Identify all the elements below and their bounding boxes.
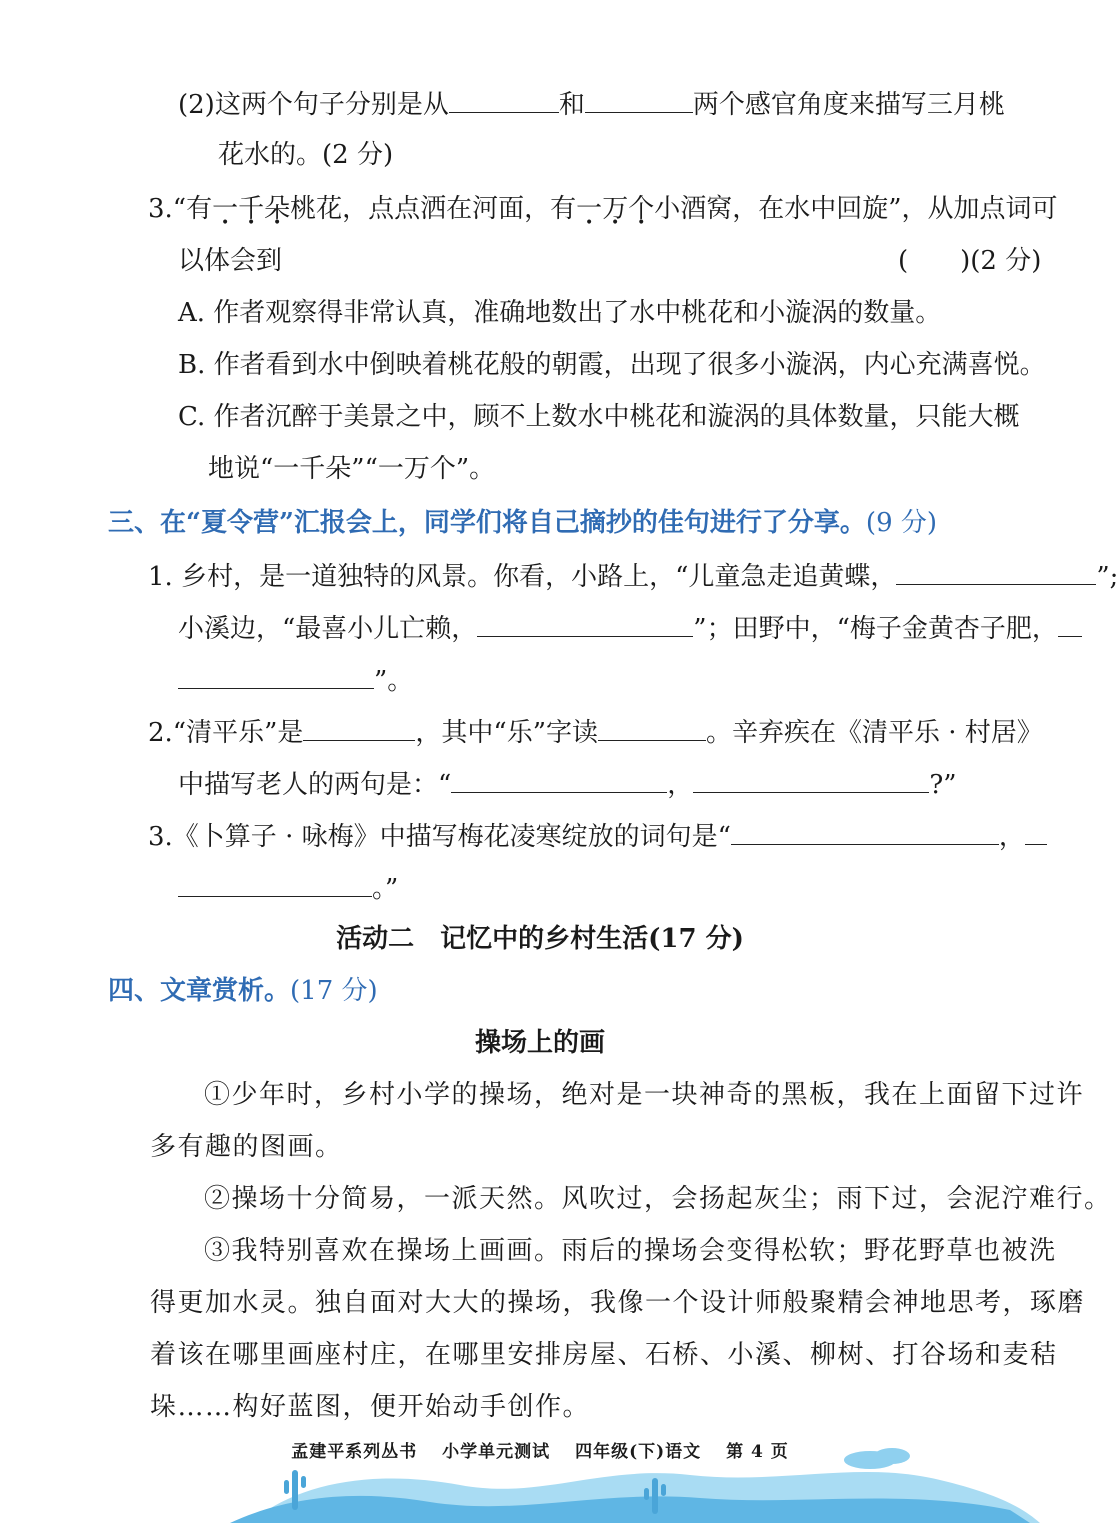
footer-wave-front bbox=[230, 1496, 1030, 1523]
q2-sub2-line1 bbox=[178, 86, 1005, 122]
passage-title: 操场上的画 bbox=[474, 1028, 605, 1058]
dotted-char: 个 bbox=[628, 194, 655, 224]
q3-option-c-line2: 地说“一千朵”“一万个”。 bbox=[208, 454, 496, 484]
q3-answer-bracket[interactable]: ( )(2 分) bbox=[898, 246, 1042, 276]
answer-blank[interactable] bbox=[693, 766, 929, 793]
section3-heading bbox=[108, 506, 937, 540]
q2-sub2-text-a: (2)这两个句子分别是从 bbox=[178, 90, 449, 120]
answer-blank[interactable] bbox=[178, 662, 374, 689]
s3-q2-line2 bbox=[178, 766, 957, 802]
dotted-char: 一 bbox=[576, 194, 603, 224]
q3-stem-line1 bbox=[148, 192, 1058, 226]
dotted-char: 朵 bbox=[264, 194, 291, 224]
passage-p2: ②操场十分简易，一派天然。风吹过，会扬起灰尘；雨下过，会泥泞难行。 bbox=[204, 1184, 1112, 1214]
answer-blank[interactable] bbox=[451, 766, 667, 793]
q3-option-a: A. 作者观察得非常认真，准确地数出了水中桃花和小漩涡的数量。 bbox=[178, 298, 942, 328]
s3-q2-line1 bbox=[148, 714, 1043, 750]
q3-text-e: 小酒窝，在水中回旋”，从加点词可 bbox=[654, 194, 1058, 224]
s3-q1-text-d: ”；田野中，“梅子金黄杏子肥， bbox=[693, 614, 1058, 644]
s3-q3-text-b: ， bbox=[998, 822, 1025, 852]
s3-q1-line3 bbox=[178, 662, 413, 698]
passage-p3-line3: 着该在哪里画座村庄，在哪里安排房屋、石桥、小溪、柳树、打谷场和麦秸 bbox=[150, 1340, 1058, 1370]
q3-text-a: 3.“有 bbox=[148, 194, 213, 224]
answer-blank[interactable] bbox=[178, 870, 372, 897]
s3-q2-text-f: ?” bbox=[929, 770, 957, 800]
footer-series: 孟建平系列丛书 bbox=[291, 1442, 418, 1462]
page-footer bbox=[0, 1437, 1080, 1462]
s3-q1-line1 bbox=[148, 558, 1118, 594]
answer-blank[interactable] bbox=[731, 818, 999, 845]
s3-q1-text-e: ”。 bbox=[374, 666, 414, 696]
s3-q3-text-c: 。” bbox=[372, 874, 399, 904]
s3-q3-text-a: 3.《卜算子 · 咏梅》中描写梅花凌寒绽放的词句是“ bbox=[148, 822, 731, 852]
q3-stem-line2: 以体会到 bbox=[178, 246, 283, 276]
passage-p3-line4: 垛……构好蓝图，便开始动手创作。 bbox=[150, 1392, 591, 1422]
s3-q2-text-c: 。辛弃疾在《清平乐 · 村居》 bbox=[706, 718, 1043, 748]
answer-blank[interactable] bbox=[477, 610, 693, 637]
s3-q2-text-a: 2.“清平乐”是 bbox=[148, 718, 304, 748]
q2-sub2-text-c: 两个感官角度来描写三月桃 bbox=[692, 90, 1005, 120]
passage-p3-line1: ③我特别喜欢在操场上画画。雨后的操场会变得松软；野花野草也被洗 bbox=[204, 1236, 1057, 1266]
passage-p1-line1: ①少年时，乡村小学的操场，绝对是一块神奇的黑板，我在上面留下过许 bbox=[204, 1080, 1085, 1110]
answer-blank[interactable] bbox=[896, 558, 1096, 585]
dotted-char: 万 bbox=[602, 194, 629, 224]
answer-blank[interactable] bbox=[1058, 610, 1082, 637]
s3-q2-text-d: 中描写老人的两句是：“ bbox=[178, 770, 452, 800]
answer-blank[interactable] bbox=[449, 86, 559, 113]
s3-q3-line1 bbox=[148, 818, 1047, 854]
section4-heading-text: 四、文章赏析。 bbox=[108, 976, 291, 1006]
s3-q1-text-a: 1. 乡村，是一道独特的风景。你看，小路上，“儿童急走追黄蝶， bbox=[148, 562, 897, 592]
s3-q1-line2 bbox=[178, 610, 1082, 646]
dotted-char: 一 bbox=[212, 194, 239, 224]
q3-text-c: 桃花，点点洒在河面，有 bbox=[290, 194, 577, 224]
s3-q1-text-b: ”; bbox=[1096, 562, 1118, 592]
footer-page-number: 第 4 页 bbox=[726, 1442, 789, 1462]
q3-option-c-line1: C. 作者沉醉于美景之中，顾不上数水中桃花和漩涡的具体数量，只能大概 bbox=[178, 402, 1020, 432]
section4-heading bbox=[108, 974, 378, 1008]
footer-grade: 四年级(下)语文 bbox=[575, 1442, 702, 1462]
footer-book: 小学单元测试 bbox=[442, 1442, 551, 1462]
activity2-title: 活动二 记忆中的乡村生活(17 分) bbox=[336, 924, 744, 954]
passage-p1-line2: 多有趣的图画。 bbox=[150, 1132, 343, 1162]
answer-blank[interactable] bbox=[303, 714, 415, 741]
s3-q2-text-e: ， bbox=[667, 770, 694, 800]
answer-blank[interactable] bbox=[598, 714, 706, 741]
answer-blank[interactable] bbox=[1025, 818, 1047, 845]
dotted-char: 千 bbox=[238, 194, 265, 224]
passage-p3-line2: 得更加水灵。独自面对大大的操场，我像一个设计师般聚精会神地思考，琢磨 bbox=[150, 1288, 1086, 1318]
s3-q3-line2 bbox=[178, 870, 398, 906]
q2-sub2-line2: 花水的。(2 分) bbox=[218, 140, 394, 170]
answer-blank[interactable] bbox=[585, 86, 693, 113]
q2-sub2-text-b: 和 bbox=[558, 90, 585, 120]
s3-q2-text-b: ，其中“乐”字读 bbox=[415, 718, 598, 748]
q3-option-b: B. 作者看到水中倒映着桃花般的朝霞，出现了很多小漩涡，内心充满喜悦。 bbox=[178, 350, 1046, 380]
section4-score: (17 分) bbox=[290, 976, 378, 1006]
section3-heading-text: 三、在“夏令营”汇报会上，同学们将自己摘抄的佳句进行了分享。 bbox=[108, 508, 866, 538]
s3-q1-text-c: 小溪边，“最喜小儿亡赖， bbox=[178, 614, 478, 644]
section3-score: (9 分) bbox=[865, 508, 938, 538]
